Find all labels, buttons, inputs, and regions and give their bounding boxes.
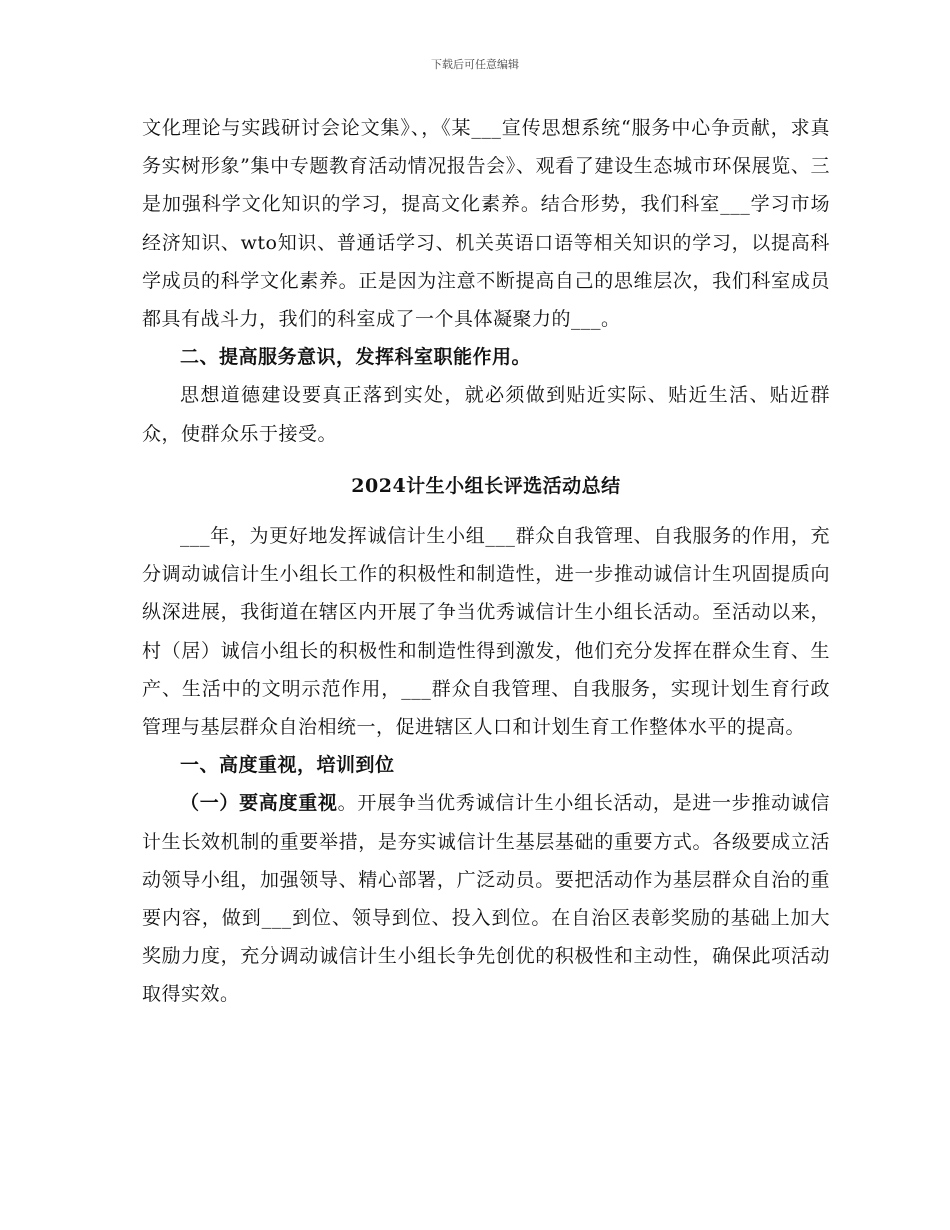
paragraph-continuation: 文化理论与实践研讨会论文集》、，《某___宣传思想系统“服务中心争贡献，求真务实树形象”集中专题教育活动情况报告会》、观看了建设生态城市环保展览、三是加强科学文化知识的学习，提高文化素养。结合形势，我们科室___学习市场经济知识、wto知识、普通话学习、机关英语口语等相关知识的学习，以提高科学成员的科学文化素养。正是因为注意不断提高自己的思维层次，我们科室成员都具有战斗力，我们的科室成了一个具体凝聚力的___。	[142, 117, 830, 331]
paragraph-moral-construction: 思想道德建设要真正落到实处，就必须做到贴近实际、贴近生活、贴近群众，使群众乐于接受。	[142, 384, 830, 445]
subsection-label: （一）要高度重视	[180, 792, 338, 815]
subsection-text: 。开展争当优秀诚信计生小组长活动，是进一步推动诚信计生长效机制的重要举措，是夯实诚信计生基层基础的重要方式。各级要成立活动领导小组，加强领导、精心部署，广泛动员。要把活动作为基层群众自治的重要内容，做到___到位、领导到位、投入到位。在自治区表彰奖励的基础上加大奖励力度，充分调动诚信计生小组长争先创优的积极性和主动性，确保此项活动取得实效。	[142, 792, 830, 1006]
paragraph-subsection-1	[142, 784, 830, 1013]
paragraph-intro: ___年，为更好地发挥诚信计生小组___群众自我管理、自我服务的作用，充分调动诚信计生小组长工作的积极性和制造性，进一步推动诚信计生巩固提质向纵深进展，我街道在辖区内开展了争当优秀诚信计生小组长活动。至活动以来，村（居）诚信小组长的积极性和制造性得到激发，他们充分发挥在群众生育、生产、生活中的文明示范作用，___群众自我管理、自我服务，实现计划生育行政管理与基层群众自治相统一，促进辖区人口和计划生育工作整体水平的提高。	[142, 525, 830, 739]
page-header: 下载后可任意编辑	[431, 58, 519, 71]
document-body	[142, 109, 830, 1014]
document-title: 2024计生小组长评选活动总结	[351, 474, 621, 497]
section-heading-2: 二、提高服务意识，发挥科室职能作用。	[180, 346, 532, 369]
section-heading-1: 一、高度重视，培训到位	[180, 754, 395, 777]
